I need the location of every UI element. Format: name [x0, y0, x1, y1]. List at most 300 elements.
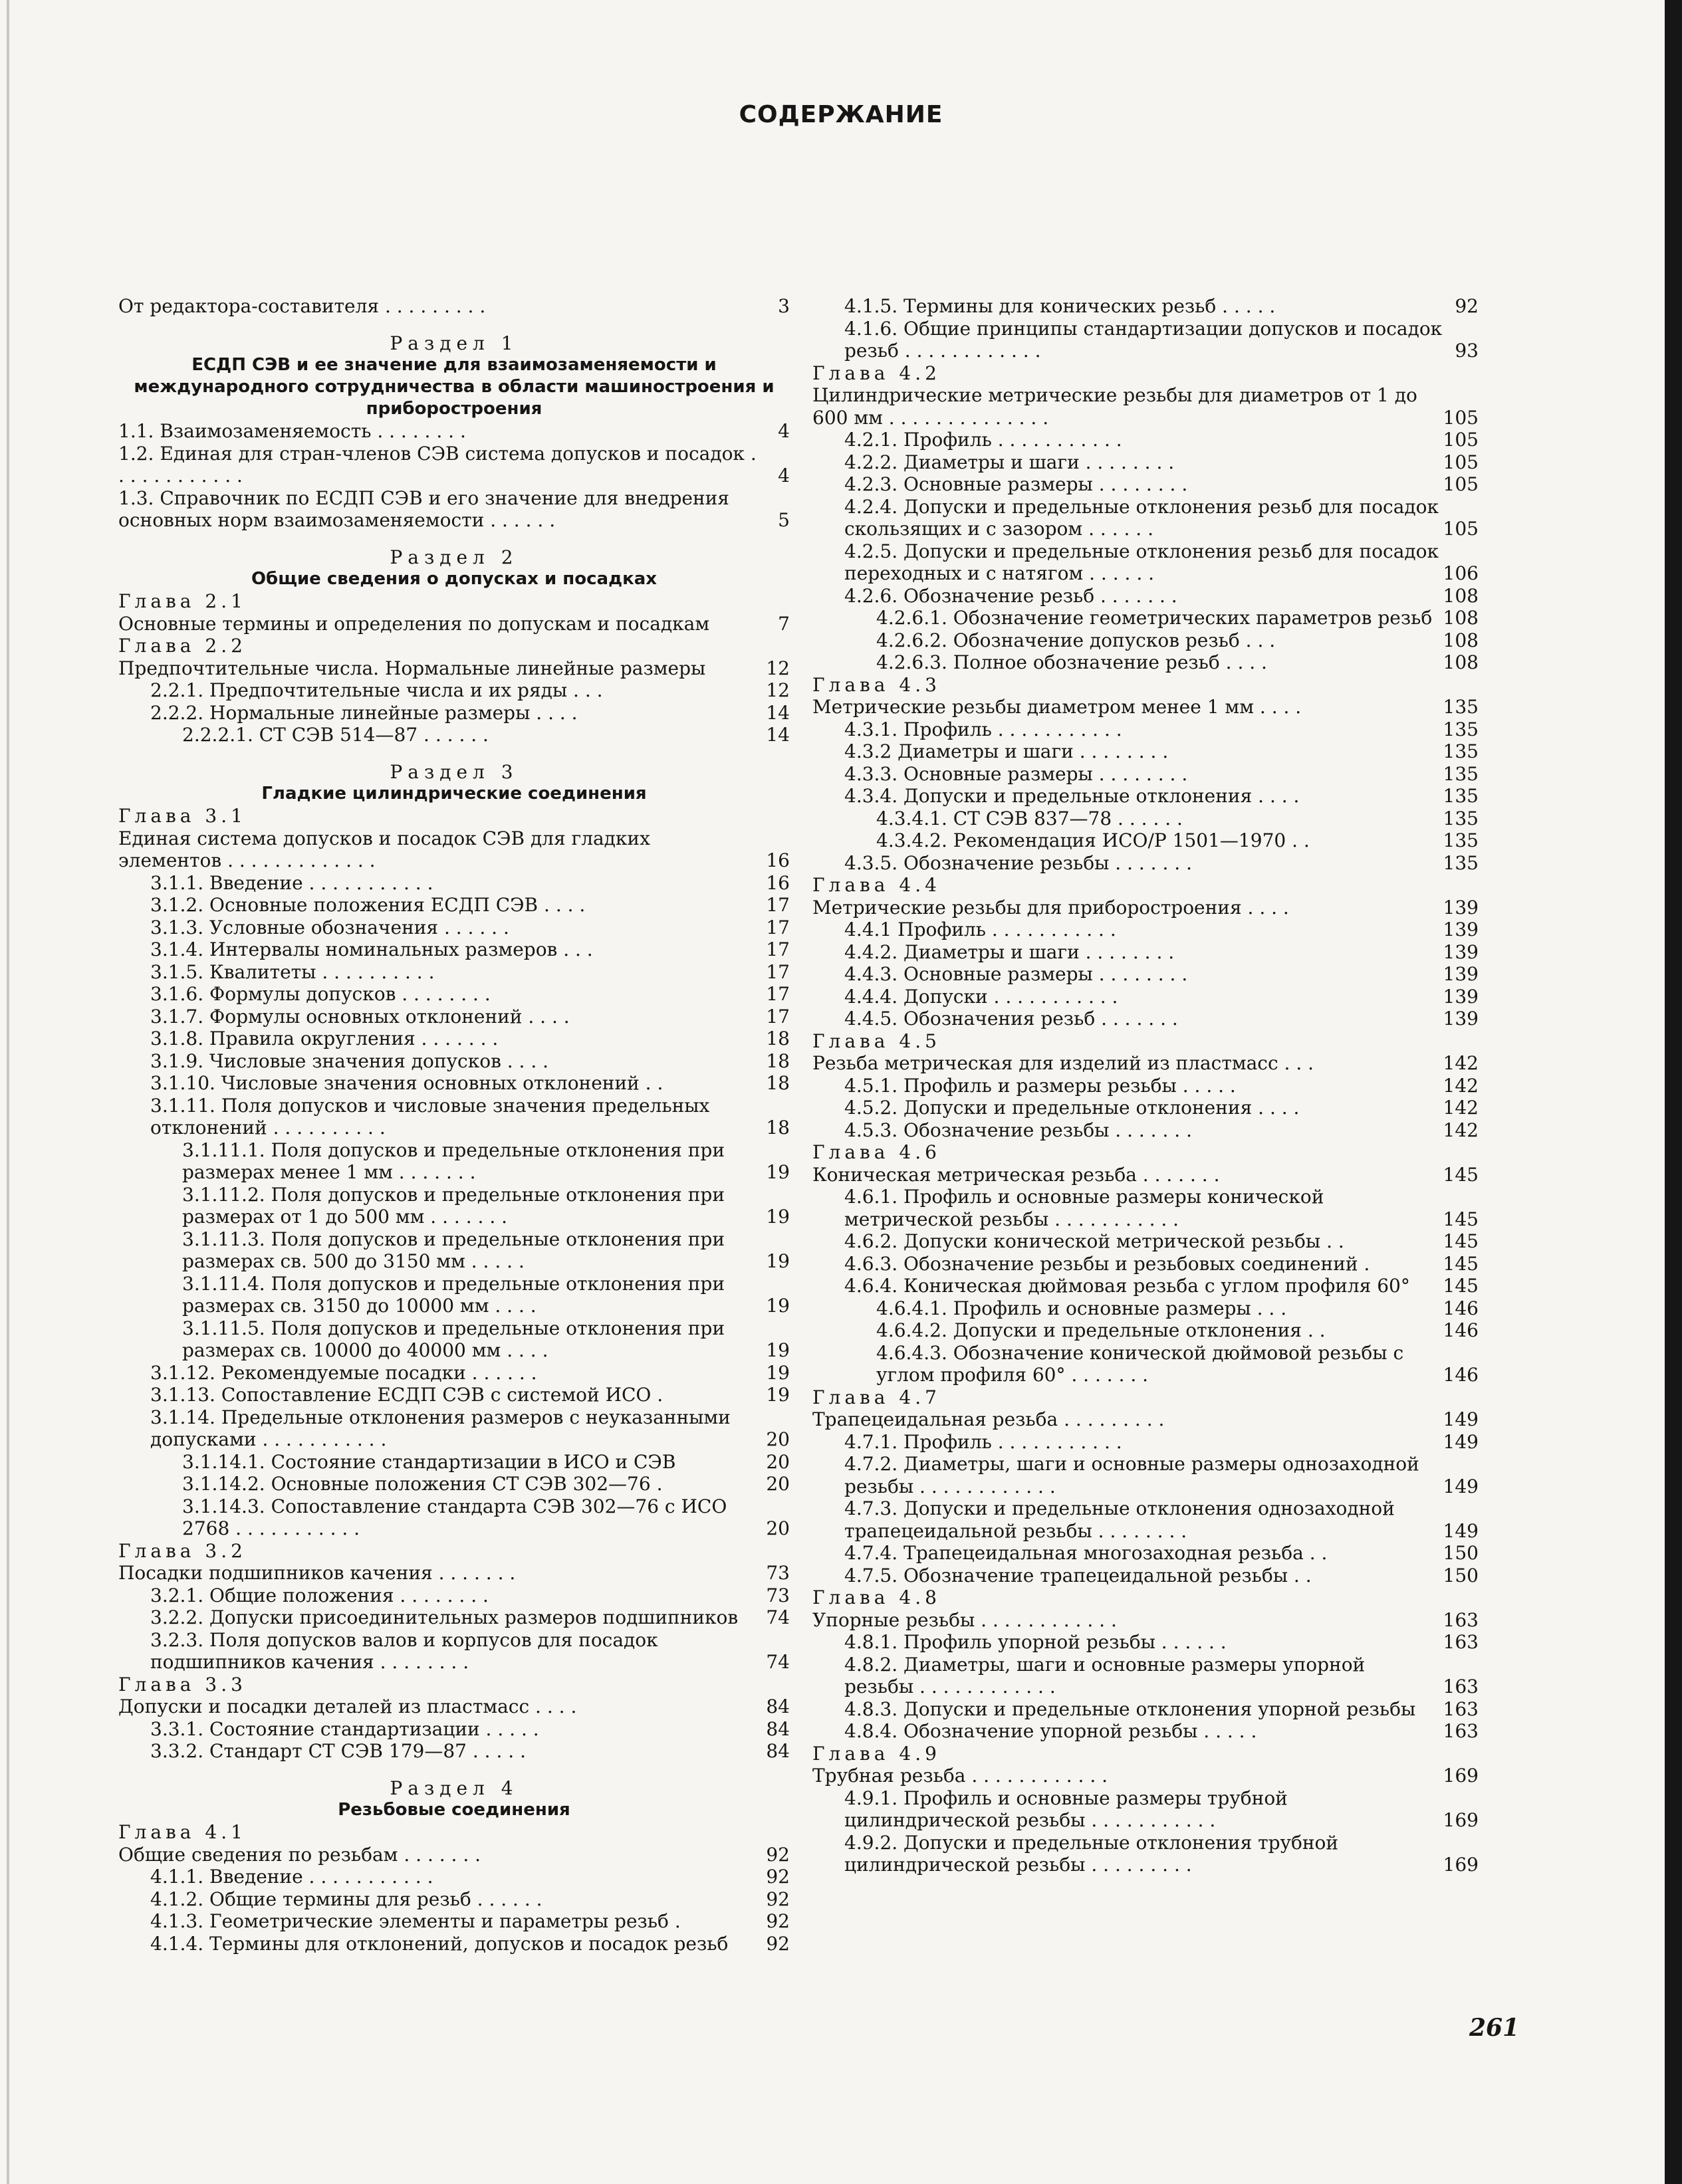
toc-entry-title: Упорные резьбы . . . . . . . . . . . . [812, 1608, 1117, 1631]
toc-entry-title: 3.1.10. Числовые значения основных отклонений . . [150, 1072, 663, 1094]
chapter-heading: Глава 3.2 [118, 1539, 247, 1562]
toc-entry[interactable] [812, 318, 1479, 362]
toc-entry-page: 142 [1443, 1119, 1479, 1141]
toc-entry-title: 4.1.5. Термины для конических резьб . . . . . [844, 295, 1276, 317]
toc-entry-title: 4.2.1. Профиль . . . . . . . . . . . [844, 429, 1122, 451]
toc-entry-title: Трапецеидальная резьба . . . . . . . . . [812, 1408, 1165, 1430]
toc-entry[interactable] [118, 1228, 790, 1273]
toc-entry[interactable] [812, 696, 1479, 718]
chapter-heading: Глава 4.2 [812, 362, 941, 384]
page-edge-dark [1665, 0, 1682, 2184]
toc-entry-title: 3.1.14.2. Основные положения СТ СЭВ 302—76 . [182, 1473, 663, 1495]
toc-entry[interactable] [118, 1362, 790, 1384]
toc-entry-title: 4.4.2. Диаметры и шаги . . . . . . . . [844, 940, 1175, 963]
toc-entry-page: 20 [766, 1428, 790, 1450]
toc-entry-title: 4.8.2. Диаметры, шаги и основные размеры упорной резьбы . . . . . . . . . . . . [844, 1653, 1366, 1697]
toc-entry-page: 108 [1443, 584, 1479, 607]
toc-entry[interactable] [812, 473, 1479, 496]
toc-entry-page: 145 [1443, 1252, 1479, 1275]
toc-entry[interactable] [118, 983, 790, 1006]
section-title: Общие сведения о допусках и посадках [251, 569, 658, 589]
toc-entry-title: 4.1.1. Введение . . . . . . . . . . . [150, 1866, 433, 1888]
toc-entry-page: 150 [1443, 1564, 1479, 1586]
toc-entry[interactable] [118, 961, 790, 984]
toc-entry[interactable] [812, 1230, 1479, 1253]
toc-entry-page: 135 [1443, 851, 1479, 874]
toc-entry[interactable] [118, 1910, 790, 1933]
toc-entry-title: 4.8.4. Обозначение упорной резьбы . . . . . [844, 1720, 1257, 1742]
toc-entry[interactable] [812, 963, 1479, 986]
toc-entry[interactable] [812, 763, 1479, 786]
toc-entry-page: 105 [1443, 518, 1479, 540]
toc-entry-page: 142 [1443, 1052, 1479, 1074]
toc-entry-title: 4.4.1 Профиль . . . . . . . . . . . [844, 919, 1116, 940]
toc-entry-title: Общие сведения по резьбам . . . . . . . [118, 1843, 481, 1866]
toc-entry-page: 7 [778, 612, 790, 635]
toc-entry-title: 4.8.1. Профиль упорной резьбы . . . . . . [844, 1631, 1227, 1653]
toc-entry-page: 145 [1443, 1163, 1479, 1186]
toc-entry[interactable] [118, 1406, 790, 1451]
toc-entry[interactable] [812, 1408, 1479, 1431]
toc-entry-title: Посадки подшипников качения . . . . . . . [118, 1562, 516, 1584]
toc-entry-page: 92 [766, 1866, 790, 1888]
toc-entry[interactable] [118, 679, 790, 702]
toc-entry-title: 4.2.6.3. Полное обозначение резьб . . . . [876, 651, 1267, 673]
toc-entry[interactable] [118, 1888, 790, 1911]
toc-entry[interactable] [812, 1097, 1479, 1119]
toc-entry[interactable] [118, 613, 790, 635]
toc-entry-page: 19 [766, 1161, 790, 1183]
section-heading: Раздел 1 [390, 332, 519, 354]
toc-entry-page: 19 [766, 1339, 790, 1361]
toc-entry-title: 2.2.2. Нормальные линейные размеры . . . . [150, 701, 578, 724]
toc-entry-title: 4.3.3. Основные размеры . . . . . . . . [844, 762, 1188, 785]
toc-entry-title: 4.2.2. Диаметры и шаги . . . . . . . . [844, 451, 1175, 473]
page-number: 261 [1469, 2014, 1520, 2042]
toc-entry-title: 4.3.4.2. Рекомендация ИСО/Р 1501—1970 . . [876, 829, 1310, 851]
toc-entry-page: 105 [1443, 406, 1479, 429]
section-title: Резьбовые соединения [338, 1800, 570, 1820]
toc-entry[interactable] [812, 540, 1479, 585]
toc-entry-page: 17 [766, 1005, 790, 1028]
toc-entry[interactable] [118, 1473, 790, 1495]
toc-entry[interactable] [812, 986, 1479, 1008]
toc-entry-page: 20 [766, 1517, 790, 1539]
toc-entry-title: 4.6.4.3. Обозначение конической дюймовой резьбы с углом профиля 60° . . . . . . . [876, 1341, 1404, 1386]
toc-entry-page: 169 [1443, 1809, 1479, 1831]
toc-entry-title: Резьба метрическая для изделий из пластмасс . . . [812, 1052, 1314, 1074]
toc-entry-page: 84 [766, 1740, 790, 1762]
toc-entry-title: 4.4.3. Основные размеры . . . . . . . . [844, 963, 1188, 985]
toc-entry[interactable] [118, 1050, 790, 1073]
chapter-heading: Глава 3.1 [118, 805, 247, 827]
toc-entry[interactable] [118, 894, 790, 917]
toc-entry[interactable] [812, 451, 1479, 474]
toc-entry-page: 106 [1443, 562, 1479, 584]
toc-entry-title: 4.7.3. Допуски и предельные отклонения однозаходной трапецеидальной резьбы . . . . . . . . [844, 1497, 1395, 1542]
section-title: ЕСДП СЭВ и ее значение для взаимозаменяемости и международного сотрудничества в области машиностроения и приборостроения [134, 355, 775, 419]
toc-entry-title: 4.1.3. Геометрические элементы и параметры резьб . [150, 1910, 681, 1932]
toc-entry-page: 74 [766, 1606, 790, 1628]
toc-entry-title: 3.1.11.3. Поля допусков и предельные отклонения при размерах св. 500 до 3150 мм . . . . . [182, 1228, 725, 1272]
toc-entry-title: Метрические резьбы для приборостроения . . . . [812, 896, 1289, 919]
toc-entry-title: 3.2.2. Допуски присоединительных размеров подшипников [150, 1606, 739, 1628]
toc-entry-page: 3 [778, 295, 790, 317]
toc-entry-title: Метрические резьбы диаметром менее 1 мм . . . . [812, 696, 1302, 718]
toc-entry-page: 18 [766, 1072, 790, 1094]
toc-entry-page: 17 [766, 894, 790, 916]
toc-entry[interactable] [118, 1606, 790, 1629]
chapter-heading: Глава 4.7 [812, 1386, 941, 1408]
toc-entry-page: 19 [766, 1206, 790, 1228]
chapter-heading: Глава 4.8 [812, 1586, 941, 1608]
toc-entry-page: 84 [766, 1695, 790, 1717]
toc-entry-title: 3.2.1. Общие положения . . . . . . . . [150, 1584, 489, 1606]
toc-entry[interactable] [812, 941, 1479, 964]
toc-entry-title: 4.9.1. Профиль и основные размеры трубной цилиндрической резьбы . . . . . . . . . . . [844, 1787, 1288, 1831]
toc-entry-title: 4.6.4.1. Профиль и основные размеры . . . [876, 1297, 1287, 1319]
toc-entry[interactable] [812, 1052, 1479, 1075]
toc-entry-page: 19 [766, 1384, 790, 1406]
toc-entry[interactable] [812, 1319, 1479, 1342]
toc-entry[interactable] [812, 1119, 1479, 1142]
section-heading: Раздел 3 [390, 760, 519, 783]
toc-entry-title: 4.9.2. Допуски и предельные отклонения трубной цилиндрической резьбы . . . . . . . . . [844, 1831, 1339, 1876]
toc-entry-title: 4.7.2. Диаметры, шаги и основные размеры однозаходной резьбы . . . . . . . . . . . . [844, 1453, 1419, 1497]
toc-entry-title: 4.4.5. Обозначения резьб . . . . . . . [844, 1008, 1178, 1030]
toc-entry-page: 149 [1443, 1430, 1479, 1453]
toc-entry-page: 146 [1443, 1319, 1479, 1341]
chapter-heading: Глава 2.1 [118, 590, 247, 612]
toc-entry-page: 163 [1443, 1720, 1479, 1742]
toc-entry-page: 4 [778, 465, 790, 487]
toc-entry-title: 3.1.7. Формулы основных отклонений . . . . [150, 1005, 570, 1028]
toc-entry-page: 18 [766, 1028, 790, 1049]
toc-entry-page: 163 [1443, 1676, 1479, 1697]
toc-entry-title: 4.1.6. Общие принципы стандартизации допусков и посадок резьб . . . . . . . . . . . . [844, 317, 1443, 362]
toc-entry-title: 3.2.3. Поля допусков валов и корпусов для посадок подшипников качения . . . . . . . . [150, 1628, 658, 1673]
toc-entry-title: 3.1.12. Рекомендуемые посадки . . . . . . [150, 1361, 537, 1384]
toc-entry[interactable] [118, 1095, 790, 1139]
toc-entry-page: 17 [766, 983, 790, 1005]
toc-entry-page: 145 [1443, 1275, 1479, 1297]
toc-entry-page: 73 [766, 1562, 790, 1584]
toc-entry-title: 4.5.1. Профиль и размеры резьбы . . . . . [844, 1074, 1236, 1097]
toc-entry-title: 4.6.1. Профиль и основные размеры конической метрической резьбы . . . . . . . . . . . [844, 1186, 1324, 1230]
toc-entry[interactable] [812, 1075, 1479, 1097]
toc-entry[interactable] [812, 1275, 1479, 1297]
toc-entry[interactable] [118, 724, 790, 746]
toc-entry-title: 1.2. Единая для стран-членов СЭВ система допусков и посадок . . . . . . . . . . . . [118, 442, 757, 487]
toc-entry-title: 3.1.2. Основные положения ЕСДП СЭВ . . . . [150, 894, 586, 916]
toc-entry-title: 2.2.1. Предпочтительные числа и их ряды . . . [150, 679, 603, 701]
toc-entry-title: 3.1.14. Предельные отклонения размеров с неуказанными допусками . . . . . . . . . . . [150, 1406, 731, 1450]
toc-entry-page: 92 [1455, 295, 1479, 317]
toc-entry-title: 4.3.5. Обозначение резьбы . . . . . . . [844, 851, 1192, 874]
toc-entry[interactable] [118, 827, 790, 872]
toc-entry-page: 93 [1455, 340, 1479, 362]
toc-entry-page: 18 [766, 1049, 790, 1072]
toc-entry-page: 139 [1443, 985, 1479, 1008]
toc-entry-page: 139 [1443, 940, 1479, 963]
toc-entry-page: 146 [1443, 1297, 1479, 1319]
toc-entry-page: 163 [1443, 1631, 1479, 1653]
toc-entry[interactable] [812, 919, 1479, 941]
toc-entry[interactable] [812, 1342, 1479, 1386]
toc-entry-title: 4.3.4.1. СТ СЭВ 837—78 . . . . . . [876, 807, 1183, 829]
toc-entry[interactable] [118, 1317, 790, 1362]
toc-entry[interactable] [118, 1384, 790, 1406]
toc-entry-title: 3.3.2. Стандарт СТ СЭВ 179—87 . . . . . [150, 1740, 526, 1762]
toc-entry-title: Единая система допусков и посадок СЭВ для гладких элементов . . . . . . . . . . . . . [118, 827, 650, 871]
toc-entry-page: 149 [1443, 1519, 1479, 1542]
toc-entry-title: Коническая метрическая резьба . . . . . . . [812, 1163, 1220, 1186]
toc-entry[interactable] [812, 1431, 1479, 1454]
toc-entry-title: 4.3.1. Профиль . . . . . . . . . . . [844, 718, 1122, 740]
toc-entry[interactable] [812, 1186, 1479, 1230]
toc-entry-title: Трубная резьба . . . . . . . . . . . . [812, 1765, 1108, 1787]
toc-entry[interactable] [812, 852, 1479, 875]
toc-entry-title: 3.1.11.1. Поля допусков и предельные отклонения при размерах менее 1 мм . . . . . . . [182, 1139, 725, 1183]
toc-entry[interactable] [812, 1654, 1479, 1698]
toc-entry-page: 105 [1443, 451, 1479, 473]
toc-entry-page: 12 [766, 679, 790, 701]
toc-entry-page: 149 [1443, 1408, 1479, 1430]
toc-entry-page: 108 [1443, 629, 1479, 651]
toc-entry[interactable] [812, 1008, 1479, 1030]
toc-right-column [812, 295, 1479, 1876]
toc-entry-title: 4.2.6.2. Обозначение допусков резьб . . . [876, 629, 1276, 651]
toc-entry-title: 4.2.5. Допуски и предельные отклонения резьб для посадок переходных и с натягом . . . . . . [844, 540, 1439, 584]
toc-entry[interactable] [812, 1497, 1479, 1542]
toc-entry-page: 135 [1443, 785, 1479, 807]
toc-entry-title: 3.1.11.5. Поля допусков и предельные отклонения при размерах св. 10000 до 40000 мм . . . . [182, 1317, 725, 1361]
page-edge-shadow [7, 0, 9, 2184]
toc-entry[interactable] [812, 1297, 1479, 1320]
section-heading: Раздел 4 [390, 1777, 519, 1799]
toc-entry-title: 4.7.4. Трапецеидальная многозаходная резьба . . [844, 1542, 1328, 1564]
toc-entry-title: 4.4.4. Допуски . . . . . . . . . . . [844, 985, 1118, 1008]
toc-entry[interactable] [118, 1451, 790, 1474]
toc-entry-page: 5 [778, 509, 790, 531]
toc-entry-title: Предпочтительные числа. Нормальные линейные размеры [118, 657, 706, 679]
toc-entry[interactable] [118, 938, 790, 961]
toc-entry[interactable] [812, 651, 1479, 674]
toc-entry-title: 4.6.2. Допуски конической метрической резьбы . . [844, 1230, 1344, 1252]
toc-entry-page: 149 [1443, 1475, 1479, 1497]
toc-entry-page: 17 [766, 960, 790, 983]
toc-entry[interactable] [118, 917, 790, 939]
toc-entry-title: Допуски и посадки деталей из пластмасс . . . . [118, 1695, 577, 1717]
toc-entry-title: 3.1.11.4. Поля допусков и предельные отклонения при размерах св. 3150 до 10000 мм . . . . [182, 1272, 725, 1317]
toc-entry[interactable] [118, 1184, 790, 1228]
chapter-heading: Глава 4.1 [118, 1821, 247, 1843]
toc-entry-page: 19 [766, 1361, 790, 1384]
toc-entry[interactable] [812, 1765, 1479, 1787]
toc-entry-title: 3.1.8. Правила округления . . . . . . . [150, 1028, 499, 1049]
toc-entry-title: 1.3. Справочник по ЕСДП СЭВ и его значение для внедрения основных норм взаимозаменяемости . . . . . . [118, 487, 729, 531]
toc-entry[interactable] [118, 872, 790, 895]
toc-entry[interactable] [118, 702, 790, 724]
toc-entry[interactable] [118, 1584, 790, 1607]
chapter-heading: Глава 2.2 [118, 635, 247, 657]
toc-entry-page: 73 [766, 1584, 790, 1606]
toc-entry-page: 17 [766, 916, 790, 938]
toc-entry[interactable] [118, 1072, 790, 1095]
toc-entry-title: 3.1.3. Условные обозначения . . . . . . [150, 916, 509, 938]
toc-entry-page: 135 [1443, 807, 1479, 829]
toc-entry[interactable] [812, 384, 1479, 429]
toc-entry-page: 108 [1443, 607, 1479, 629]
toc-entry-title: 4.3.4. Допуски и предельные отклонения . . . . [844, 785, 1300, 807]
toc-entry[interactable] [118, 1844, 790, 1866]
toc-entry[interactable] [812, 1609, 1479, 1632]
chapter-heading: Глава 4.9 [812, 1742, 941, 1765]
toc-entry-page: 19 [766, 1250, 790, 1272]
toc-entry[interactable] [118, 1933, 790, 1955]
toc-entry-page: 146 [1443, 1364, 1479, 1386]
toc-entry-page: 12 [766, 657, 790, 679]
toc-entry[interactable] [118, 657, 790, 680]
toc-entry-page: 92 [766, 1932, 790, 1955]
toc-entry[interactable] [118, 1718, 790, 1741]
toc-entry-title: 4.1.4. Термины для отклонений, допусков и посадок резьб [150, 1932, 729, 1955]
toc-entry[interactable] [812, 1542, 1479, 1565]
toc-entry-page: 135 [1443, 762, 1479, 785]
toc-entry[interactable] [118, 443, 790, 487]
chapter-heading: Глава 4.6 [812, 1141, 941, 1163]
toc-entry[interactable] [812, 718, 1479, 741]
toc-entry-title: 4.6.4. Коническая дюймовая резьба с углом профиля 60° [844, 1275, 1410, 1297]
toc-entry[interactable] [118, 1273, 790, 1317]
chapter-heading: Глава 3.3 [118, 1673, 247, 1695]
toc-entry-page: 14 [766, 724, 790, 746]
toc-entry[interactable] [118, 1629, 790, 1674]
section-heading: Раздел 2 [390, 546, 519, 568]
toc-entry-title: 4.6.4.2. Допуски и предельные отклонения . . [876, 1319, 1326, 1341]
toc-entry[interactable] [118, 1562, 790, 1584]
toc-entry[interactable] [118, 295, 790, 318]
toc-entry-title: 3.1.6. Формулы допусков . . . . . . . . [150, 983, 491, 1005]
toc-entry-title: 4.7.1. Профиль . . . . . . . . . . . [844, 1430, 1122, 1453]
toc-entry-page: 145 [1443, 1230, 1479, 1252]
toc-entry-title: 3.3.1. Состояние стандартизации . . . . . [150, 1717, 539, 1740]
toc-entry[interactable] [118, 1139, 790, 1184]
toc-entry-title: 3.1.1. Введение . . . . . . . . . . . [150, 871, 433, 894]
toc-entry-page: 17 [766, 938, 790, 960]
toc-entry-title: 4.2.6. Обозначение резьб . . . . . . . [844, 584, 1177, 607]
toc-entry-title: 3.1.5. Квалитеты . . . . . . . . . . [150, 960, 435, 983]
toc-entry[interactable] [812, 1720, 1479, 1743]
toc-entry-title: 3.1.11.2. Поля допусков и предельные отклонения при размерах от 1 до 500 мм . . . . . . . [182, 1183, 725, 1228]
toc-entry-page: 139 [1443, 896, 1479, 919]
chapter-heading: Глава 4.5 [812, 1030, 941, 1052]
toc-entry-title: От редактора-составителя . . . . . . . . . [118, 295, 486, 317]
toc-entry[interactable] [812, 1565, 1479, 1587]
toc-entry[interactable] [812, 1164, 1479, 1186]
toc-entry-title: 4.1.2. Общие термины для резьб . . . . . . [150, 1888, 542, 1910]
toc-entry[interactable] [118, 487, 790, 532]
toc-entry[interactable] [812, 496, 1479, 540]
toc-entry-title: 3.1.9. Числовые значения допусков . . . . [150, 1049, 549, 1072]
toc-entry-title: 1.1. Взаимозаменяемость . . . . . . . . [118, 420, 466, 442]
toc-entry-page: 139 [1443, 1008, 1479, 1030]
toc-entry[interactable] [812, 629, 1479, 652]
toc-entry-title: 4.2.4. Допуски и предельные отклонения резьб для посадок скользящих и с зазором . . . . . . [844, 495, 1439, 540]
toc-entry[interactable] [118, 1740, 790, 1763]
toc-entry-page: 150 [1443, 1542, 1479, 1564]
toc-entry[interactable] [118, 1866, 790, 1888]
toc-entry-page: 92 [766, 1888, 790, 1910]
toc-entry[interactable] [812, 1698, 1479, 1721]
toc-entry-page: 105 [1443, 429, 1479, 451]
toc-entry-title: 4.3.2 Диаметры и шаги . . . . . . . . [844, 740, 1169, 762]
toc-entry[interactable] [118, 1495, 790, 1540]
toc-entry[interactable] [812, 785, 1479, 808]
toc-entry-title: 3.1.4. Интервалы номинальных размеров . . . [150, 938, 593, 960]
toc-entry[interactable] [118, 420, 790, 443]
toc-entry[interactable] [812, 1832, 1479, 1876]
toc-entry[interactable] [118, 1695, 790, 1718]
toc-entry[interactable] [812, 829, 1479, 852]
toc-entry[interactable] [118, 1006, 790, 1028]
toc-entry[interactable] [812, 295, 1479, 318]
toc-entry-page: 139 [1443, 963, 1479, 985]
chapter-heading: Глава 4.4 [812, 874, 941, 896]
toc-entry[interactable] [812, 1253, 1479, 1275]
toc-entry[interactable] [812, 808, 1479, 830]
toc-entry-page: 16 [766, 871, 790, 894]
toc-entry-page: 169 [1443, 1854, 1479, 1876]
toc-entry-page: 84 [766, 1717, 790, 1740]
toc-entry-page: 145 [1443, 1208, 1479, 1230]
toc-entry-title: 2.2.2.1. СТ СЭВ 514—87 . . . . . . [182, 724, 489, 746]
toc-entry-title: 3.1.14.1. Состояние стандартизации в ИСО и СЭВ [182, 1450, 676, 1473]
toc-entry-page: 142 [1443, 1097, 1479, 1119]
toc-entry-page: 135 [1443, 718, 1479, 740]
toc-entry-page: 20 [766, 1450, 790, 1473]
toc-entry-title: 3.1.13. Сопоставление ЕСДП СЭВ с системой ИСО . [150, 1384, 663, 1406]
toc-entry[interactable] [812, 429, 1479, 451]
page-title: СОДЕРЖАНИЕ [739, 101, 943, 128]
toc-entry-page: 19 [766, 1295, 790, 1317]
toc-entry-page: 92 [766, 1910, 790, 1932]
toc-entry-title: 4.2.3. Основные размеры . . . . . . . . [844, 473, 1188, 495]
toc-entry[interactable] [812, 1631, 1479, 1654]
toc-entry-page: 20 [766, 1473, 790, 1495]
toc-entry-page: 169 [1443, 1765, 1479, 1787]
toc-entry-page: 105 [1443, 473, 1479, 495]
toc-entry-page: 14 [766, 701, 790, 724]
toc-entry-page: 163 [1443, 1608, 1479, 1631]
toc-entry-title: Основные термины и определения по допускам и посадкам [118, 612, 710, 635]
toc-entry-title: 4.8.3. Допуски и предельные отклонения упорной резьбы [844, 1697, 1416, 1720]
toc-entry-title: 4.5.2. Допуски и предельные отклонения . . . . [844, 1097, 1300, 1119]
toc-entry-title: 4.2.6.1. Обозначение геометрических параметров резьб [876, 607, 1433, 629]
toc-entry[interactable] [812, 740, 1479, 763]
toc-entry[interactable] [812, 585, 1479, 607]
toc-entry[interactable] [812, 1453, 1479, 1497]
toc-entry[interactable] [812, 1787, 1479, 1832]
toc-entry[interactable] [118, 1028, 790, 1050]
toc-entry[interactable] [812, 607, 1479, 629]
toc-entry-page: 92 [766, 1843, 790, 1866]
toc-entry-page: 4 [778, 420, 790, 442]
toc-entry-page: 142 [1443, 1074, 1479, 1097]
toc-entry-page: 18 [766, 1117, 790, 1139]
toc-entry[interactable] [812, 897, 1479, 919]
toc-entry-title: 4.7.5. Обозначение трапецеидальной резьбы . . [844, 1564, 1312, 1586]
